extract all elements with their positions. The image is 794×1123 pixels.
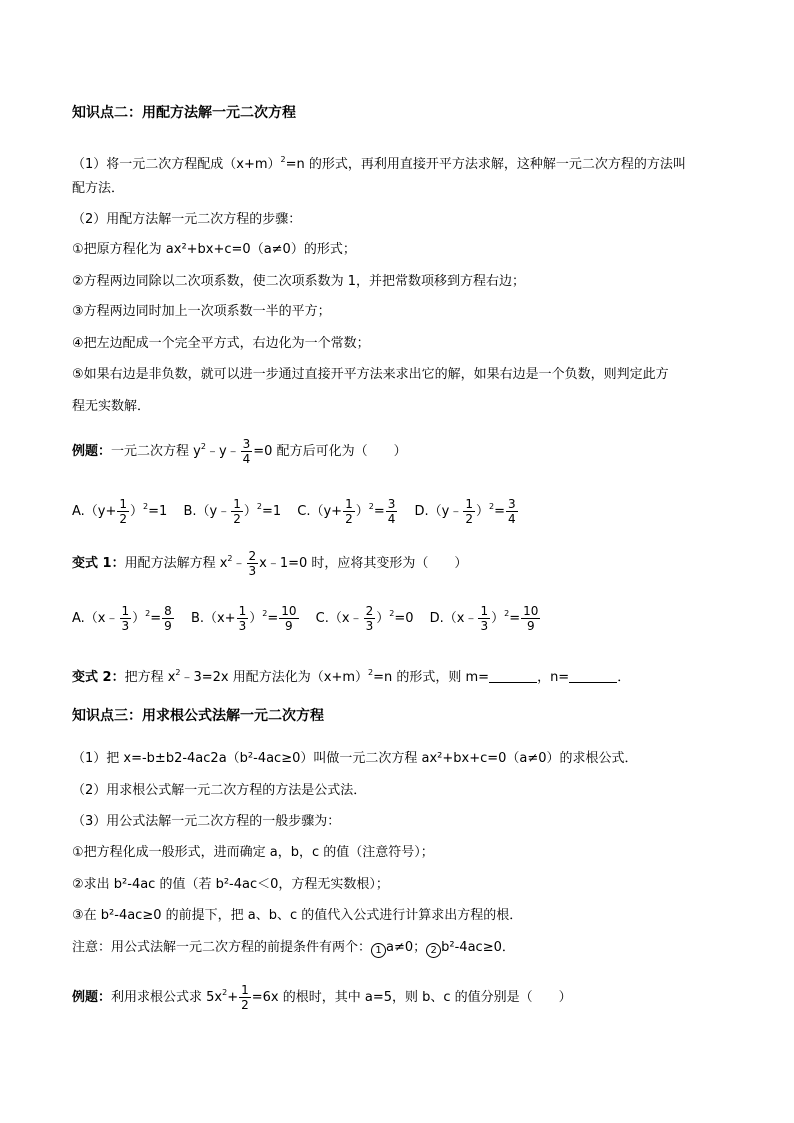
numerator: 1 [345,497,353,511]
option-text: C.（x﹣ [315,611,363,626]
circled-number: 2 [426,943,441,958]
numerator: 2 [248,549,257,563]
text: ﹣3=2x 用配方法化为（x+m） [180,670,369,685]
numerator: 1 [119,497,128,511]
text: 把方程 x [124,670,176,685]
superscript: 2 [143,502,149,511]
option [316,604,414,633]
variant-question [72,664,630,687]
example-label: 例题： [72,990,112,1005]
option [72,497,167,526]
denominator: 9 [164,619,172,633]
text: ﹣y﹣ [205,444,240,459]
option-text: =1 [148,504,168,519]
text: ，n= [537,670,570,685]
denominator: 3 [365,619,374,633]
step: 程无实数解． [72,399,151,414]
text: =0 配方后可化为（ ） [253,444,407,459]
example-question [72,437,407,466]
numerator: 3 [387,497,396,511]
text: 一元二次方程 y [111,444,201,459]
option-text: D.（x﹣ [429,611,478,626]
fraction [478,604,490,633]
section-title: 知识点二：用配方法解一元二次方程 [72,105,296,121]
text: （1）将一元二次方程配成（x+m） [72,157,281,172]
superscript: 2 [504,609,510,618]
option-text: ） [376,611,390,626]
denominator: 2 [241,998,249,1012]
fraction [241,437,253,466]
option [415,497,519,526]
option-text: ） [491,611,505,626]
example-question [72,983,572,1012]
fraction [521,604,540,633]
numerator: 1 [233,497,241,511]
fraction [162,604,174,633]
denominator: 2 [119,512,128,526]
option-text: ） [243,504,257,519]
step: ②方程两边同除以二次项系数，使二次项系数为 1，并把常数项移到方程右边； [72,274,526,289]
superscript: 2 [256,502,262,511]
superscript: 2 [175,668,181,677]
paragraph: （2）用求根公式解一元二次方程的方法是公式法． [72,783,367,798]
section-title: 知识点三：用求根公式法解一元二次方程 [72,708,324,724]
fraction [343,497,355,526]
numerator: 2 [365,604,374,618]
text: 利用求根公式求 5x [111,990,223,1005]
superscript: 2 [227,554,233,563]
paragraph [72,151,686,174]
text: b²-4ac≥0． [441,940,515,955]
fraction [247,549,259,578]
option-text: A.（y+ [72,504,117,519]
numerator: 10 [523,604,539,618]
option [297,497,398,526]
denominator: 3 [480,619,489,633]
option-text: = [150,611,162,626]
numerator: 1 [121,604,130,618]
numerator: 3 [242,437,251,451]
step: ③方程两边同时加上一次项系数一半的平方； [72,304,331,319]
superscript: 2 [222,988,228,997]
text: a≠0； [386,940,427,955]
options-row [72,604,553,633]
fraction [117,497,129,526]
options-row [72,497,531,526]
fraction [463,497,475,526]
superscript: 2 [145,609,151,618]
step: ④把左边配成一个完全平方式，右边化为一个常数； [72,336,370,351]
option-text: ） [475,504,489,519]
numerator: 1 [238,604,247,618]
denominator: 4 [387,512,396,526]
option-text: A.（x﹣ [72,611,119,626]
step: ③在 b²-4ac≥0 的前提下，把 a、b、c 的值代入公式进行计算求出方程的根． [72,908,523,923]
step: ①把原方程化为 ax²+bx+c=0（a≠0）的形式； [72,242,356,257]
superscript: 2 [368,502,374,511]
text: ． [617,670,631,685]
denominator: 9 [526,619,535,633]
superscript: 2 [368,668,374,677]
text: =n 的形式，则 m= [373,670,490,685]
answer-blank-m[interactable] [489,670,537,683]
superscript: 2 [489,502,495,511]
option-text: B.（x+ [190,611,236,626]
superscript: 2 [200,442,206,451]
denominator: 3 [238,619,247,633]
option-text: = [373,504,385,519]
fraction [231,497,243,526]
numerator: 1 [480,604,489,618]
paragraph: 配方法． [72,181,125,196]
step: ①把方程化成一般形式，进而确定 a，b，c 的值（注意符号）； [72,845,434,860]
option-text: ） [355,504,369,519]
option [430,604,542,633]
variant-label: 变式 2： [72,670,125,685]
text: 用配方法解方程 x [124,556,228,571]
fraction [364,604,376,633]
text: =6x 的根时，其中 a=5，则 b、c 的值分别是（ ） [251,990,572,1005]
option [191,604,300,633]
fraction [506,497,518,526]
denominator: 2 [465,512,473,526]
note [72,939,515,958]
text: + [227,990,239,1005]
answer-blank-n[interactable] [569,670,617,683]
denominator: 9 [285,619,293,633]
option [72,604,175,633]
option-text: = [494,504,505,519]
option-text: =1 [261,504,282,519]
denominator: 3 [248,564,257,578]
fraction [386,497,398,526]
option-text: = [509,611,521,626]
option [183,497,281,526]
superscript: 2 [280,155,286,164]
paragraph: （2）用配方法解一元二次方程的步骤： [72,212,302,227]
numerator: 1 [465,497,473,511]
option-text: ） [132,611,146,626]
fraction [239,983,251,1012]
option-text: = [267,611,279,626]
step: ⑤如果右边是非负数，就可以进一步通过直接开平方法来求出它的解，如果右边是一个负数，则判定此方 [72,367,669,382]
option-text: C.（y+ [297,504,343,519]
fraction [120,604,132,633]
fraction [237,604,249,633]
option-text: =0 [394,611,414,626]
denominator: 2 [345,512,353,526]
text: ﹣ [232,556,246,571]
denominator: 3 [121,619,130,633]
paragraph: （3）用公式法解一元二次方程的一般步骤为： [72,814,341,829]
circled-number: 1 [371,943,386,958]
text: =n 的形式，再利用直接开平方法求解，这种解一元二次方程的方法叫 [285,157,686,172]
numerator: 8 [164,604,172,618]
paragraph: （1）把 x=-b±b2-4ac2a（b²-4ac≥0）叫做一元二次方程 ax²+bx+c=0（a≠0）的求根公式． [72,751,638,766]
option-text: ） [249,611,263,626]
text: 注意：用公式法解一元二次方程的前提条件有两个： [72,940,372,955]
denominator: 2 [233,512,241,526]
step: ②求出 b²-4ac 的值（若 b²-4ac＜0，方程无实数根）； [72,877,389,892]
superscript: 2 [262,609,268,618]
superscript: 2 [389,609,395,618]
option-text: D.（y﹣ [414,504,463,519]
option-text: ） [130,504,144,519]
variant-label: 变式 1： [72,556,125,571]
fraction [279,604,298,633]
variant-question [72,549,467,578]
numerator: 1 [241,983,249,997]
option-text: B.（y﹣ [183,504,231,519]
text: x﹣1=0 时，应将其变形为（ ） [259,556,468,571]
denominator: 4 [508,512,516,526]
numerator: 10 [281,604,297,618]
example-label: 例题： [72,444,112,459]
numerator: 3 [508,497,516,511]
denominator: 4 [242,452,251,466]
